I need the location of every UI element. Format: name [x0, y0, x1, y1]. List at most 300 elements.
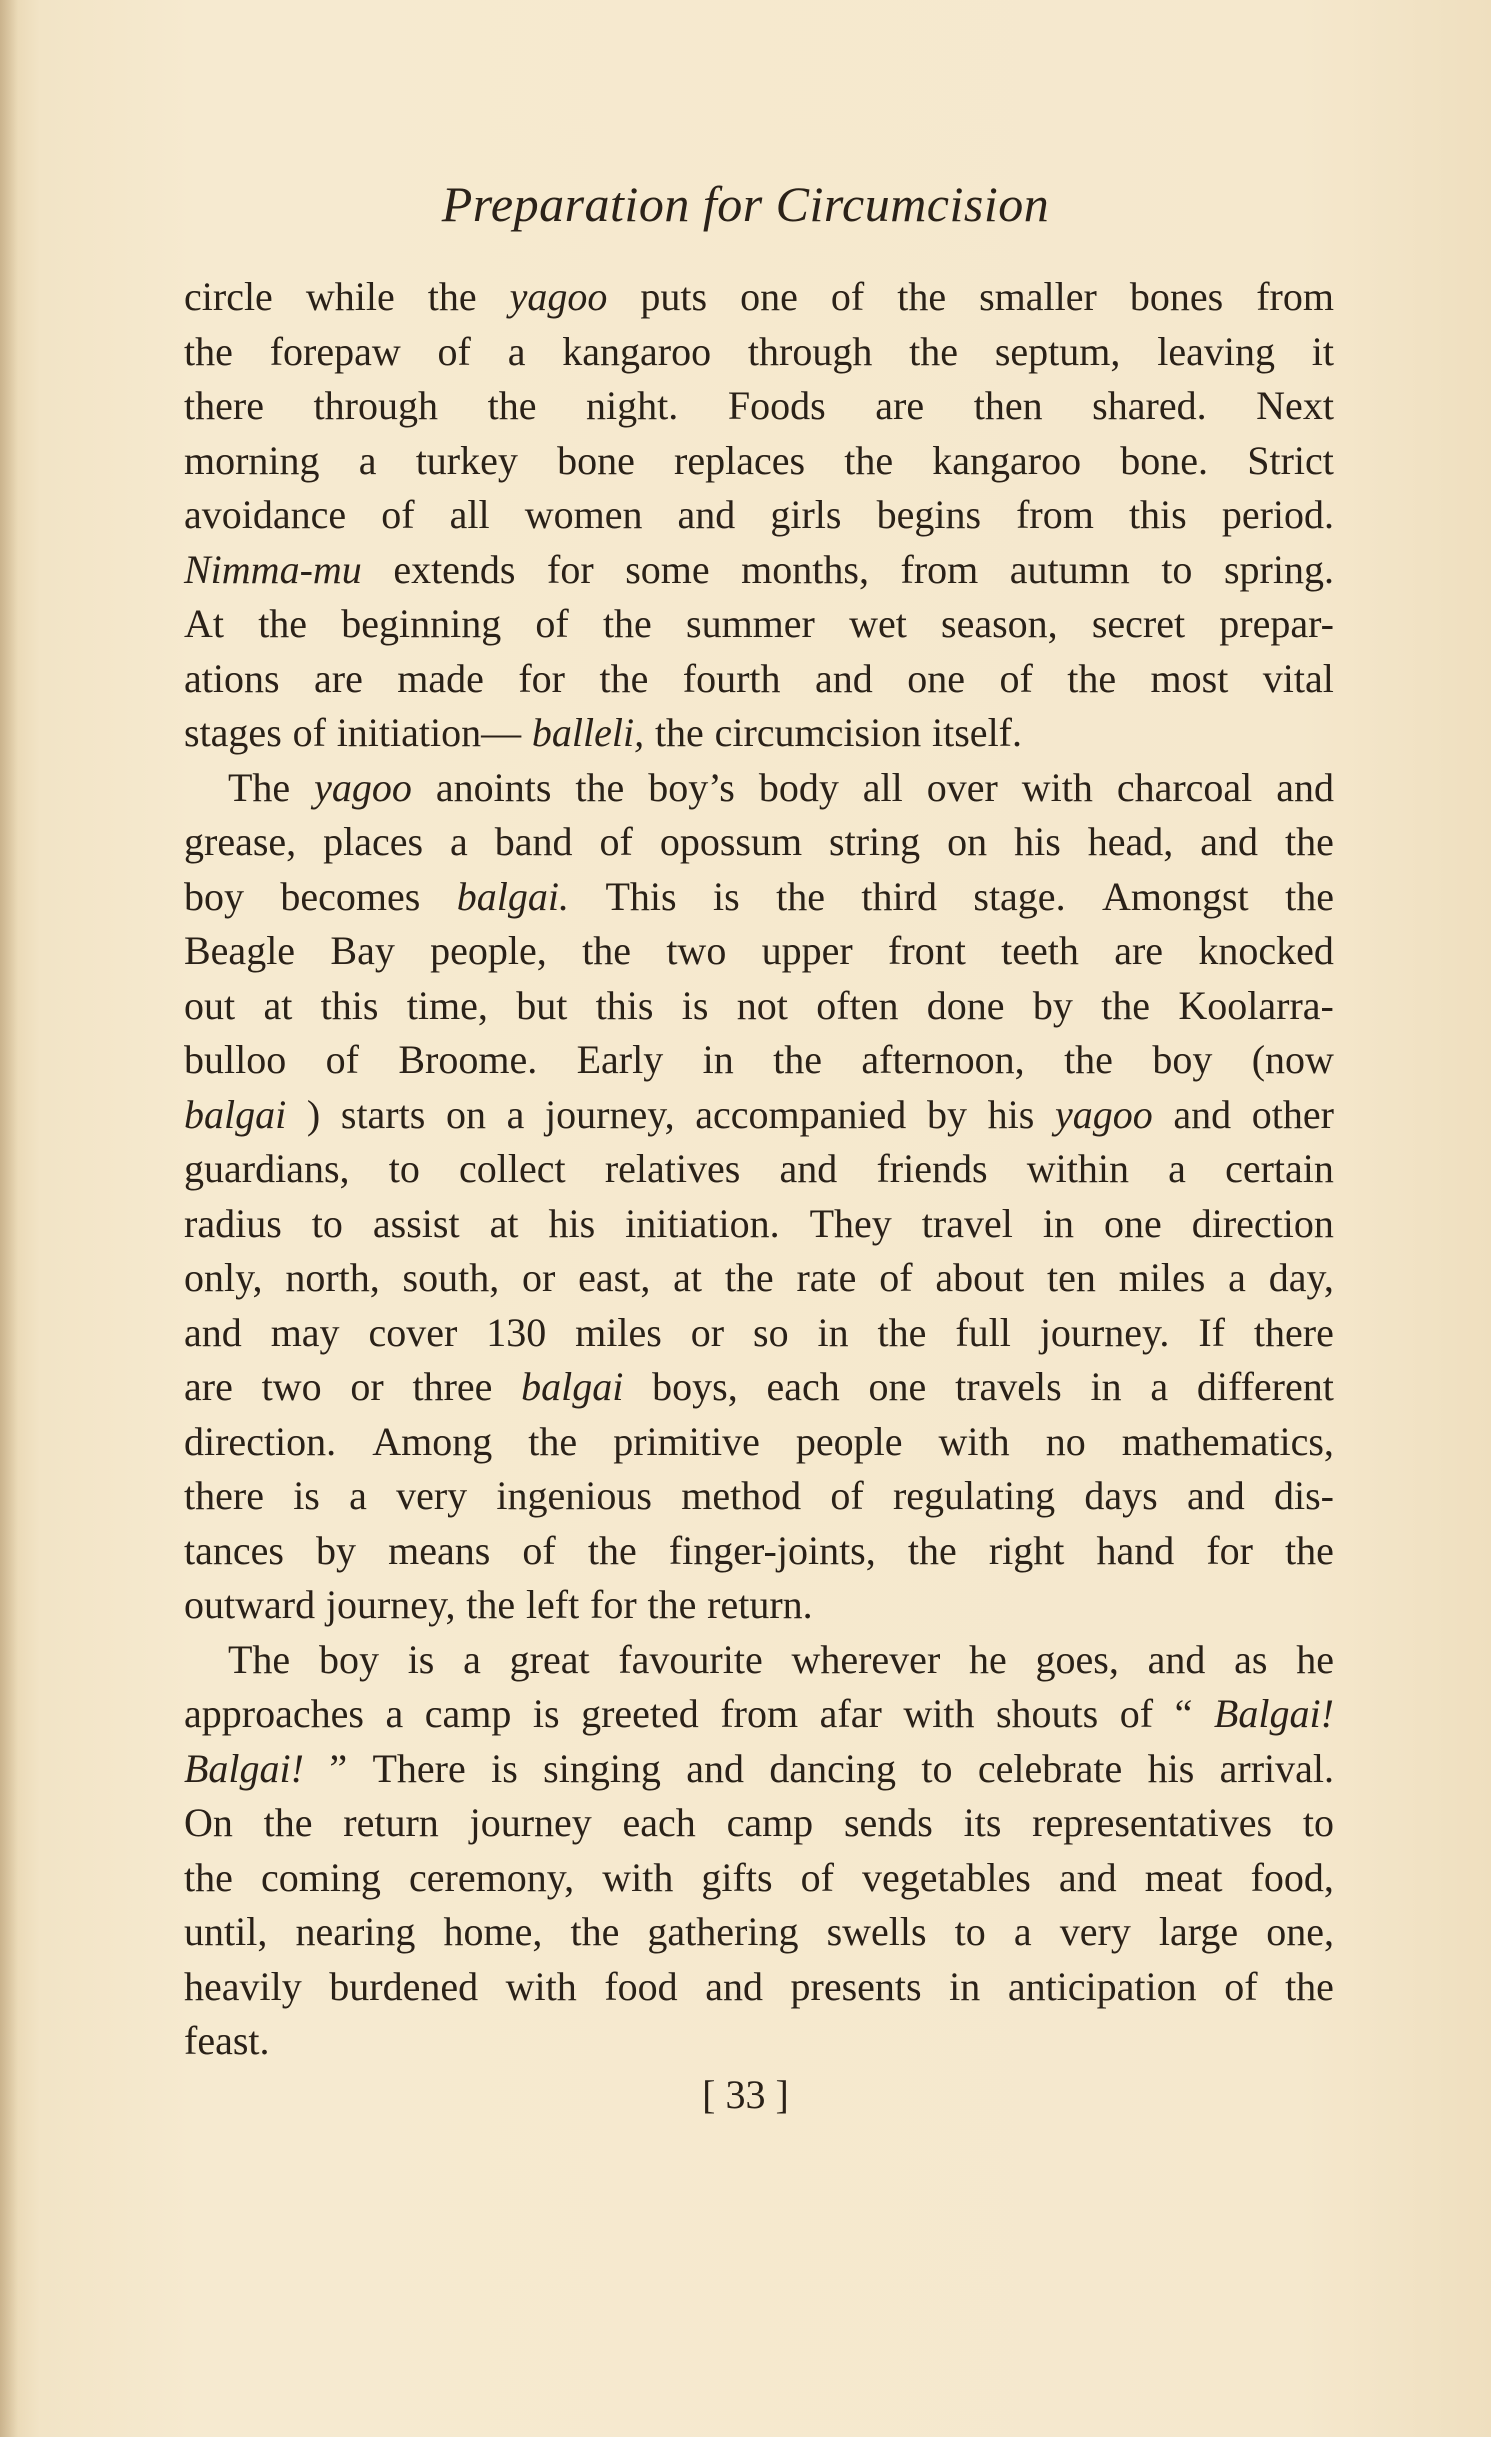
word: journey, [545, 1091, 675, 1137]
word: are [184, 1364, 233, 1409]
word: swells [826, 1909, 927, 1954]
word: in [1090, 1364, 1122, 1409]
word: food [604, 1963, 678, 2009]
text-line [184, 543, 1334, 598]
text-line [184, 1524, 1334, 1579]
word: are [1114, 928, 1164, 973]
word: goes, [1035, 1636, 1119, 1682]
word: boy’s [648, 764, 735, 810]
word: the [1101, 982, 1151, 1028]
word: not [736, 982, 788, 1028]
word: a [463, 1636, 481, 1682]
word: the [582, 928, 631, 973]
word: guardians, [184, 1146, 350, 1191]
word: then [973, 383, 1043, 428]
word: his [1014, 819, 1061, 864]
word: cover [368, 1309, 458, 1355]
word: Amongst [1101, 873, 1249, 919]
word: at [263, 982, 293, 1028]
word: third [861, 873, 937, 919]
word: rate [796, 1255, 857, 1300]
word: itself. [932, 710, 1022, 755]
word: to [954, 1909, 986, 1954]
body-text [184, 270, 1334, 2069]
word: the [184, 328, 233, 374]
word: ten [1047, 1255, 1096, 1300]
text-line [184, 761, 1334, 816]
text-line [184, 870, 1334, 925]
word: travel [921, 1200, 1013, 1246]
word: or [690, 1309, 725, 1355]
word: ” [329, 1745, 348, 1791]
word: this [595, 982, 654, 1028]
word: only, [184, 1255, 263, 1300]
text-line [184, 1088, 1334, 1143]
text-line [184, 270, 1334, 325]
word: all [862, 764, 903, 810]
word: home, [443, 1909, 543, 1954]
word: dancing [769, 1745, 897, 1791]
word: relatives [604, 1146, 741, 1191]
word: (now [1251, 1037, 1334, 1082]
word: the [1284, 819, 1334, 864]
word: accompanied [695, 1091, 907, 1137]
text-line [184, 1033, 1334, 1088]
word: girls [770, 492, 842, 537]
word: to [311, 1200, 343, 1246]
word: women [524, 492, 643, 537]
word: people [795, 1418, 903, 1464]
word: prepar- [1219, 601, 1334, 646]
word: and [184, 1309, 242, 1355]
word: the [909, 328, 959, 374]
word: by [1032, 982, 1073, 1028]
word: a [450, 819, 468, 864]
word: primitive [613, 1418, 760, 1464]
word: The [228, 1636, 291, 1682]
word: balgai [521, 1364, 624, 1409]
word: heavily [184, 1963, 302, 2009]
word: for [1206, 1527, 1253, 1573]
word: arrival. [1219, 1745, 1334, 1791]
word: of [522, 1527, 556, 1573]
word: body [758, 764, 839, 810]
word: one, [1266, 1909, 1334, 1954]
word: so [753, 1309, 789, 1355]
word: and [677, 492, 736, 537]
word: large [1158, 1909, 1239, 1954]
word: of [830, 274, 865, 319]
word: made [397, 655, 484, 701]
word: for [547, 546, 594, 592]
word: people, [430, 928, 547, 973]
word: bone [557, 437, 635, 483]
word: and [1058, 1854, 1117, 1900]
word: very [396, 1473, 468, 1518]
word: teeth [1001, 928, 1079, 973]
word: smaller [979, 274, 1097, 319]
word: direction. [184, 1418, 337, 1464]
word: yagoo [314, 764, 412, 810]
word: favourite [618, 1636, 763, 1682]
word: grease, [184, 819, 297, 864]
text-line [184, 1360, 1334, 1415]
text-line [184, 815, 1334, 870]
word: the [587, 1527, 637, 1573]
word: yagoo [509, 274, 608, 319]
word: of [535, 601, 569, 646]
word: camp [424, 1691, 512, 1736]
word: and [686, 1745, 745, 1791]
word: Koolarra- [1178, 982, 1334, 1028]
word: opossum [659, 819, 803, 864]
word: kangaroo [562, 328, 712, 374]
word: anticipation [1007, 1963, 1197, 2009]
word: “ [1174, 1691, 1193, 1736]
word: friends [876, 1146, 988, 1191]
word: period. [1221, 492, 1334, 537]
word: for [590, 1582, 637, 1627]
word: leaving [1157, 328, 1275, 374]
word: south, [402, 1255, 500, 1300]
word: a [385, 1691, 404, 1736]
word: Early [576, 1037, 664, 1082]
word: ations [184, 655, 280, 701]
word: journey. [1039, 1309, 1170, 1355]
word: the [427, 274, 477, 319]
word: dis- [1273, 1473, 1334, 1518]
text-line [184, 434, 1334, 489]
word: beginning [341, 601, 502, 646]
word: the [654, 710, 704, 755]
word: ingenious [496, 1473, 652, 1518]
word: means [388, 1527, 491, 1573]
word: vegetables [862, 1854, 1031, 1900]
word: from [720, 1691, 799, 1736]
word: of [599, 819, 633, 864]
word: of [292, 710, 326, 755]
word: with [1021, 764, 1093, 810]
word: most [1150, 655, 1229, 701]
word: boy [184, 873, 244, 919]
word: and [779, 1146, 838, 1191]
word: very [1059, 1909, 1131, 1954]
word: is [681, 982, 709, 1028]
word: feast. [184, 2018, 270, 2063]
text-line [184, 1197, 1334, 1252]
word: one [907, 655, 965, 701]
word: representatives [1032, 1800, 1273, 1845]
word: shouts [995, 1691, 1099, 1736]
text-line [184, 2014, 1334, 2069]
word: a [507, 328, 526, 374]
word: left [525, 1582, 580, 1627]
word: gathering [647, 1909, 799, 1954]
text-line [184, 1578, 1334, 1633]
word: method [681, 1473, 802, 1518]
word: at [489, 1200, 519, 1246]
word: of [437, 328, 471, 374]
word: the [1064, 1037, 1113, 1082]
word: sends [843, 1800, 933, 1845]
word: journey [469, 1800, 592, 1845]
word: upper [761, 928, 853, 973]
word: from [1016, 492, 1094, 537]
word: may [270, 1309, 340, 1355]
word: a [1228, 1255, 1246, 1300]
word: avoidance [184, 492, 347, 537]
word: to [921, 1745, 953, 1791]
word: food, [1250, 1854, 1334, 1900]
word: there [184, 383, 264, 428]
word: this [320, 982, 379, 1028]
word: right [988, 1527, 1065, 1573]
word: in [817, 1309, 849, 1355]
word: outward [184, 1582, 316, 1627]
word: 130 [486, 1309, 547, 1355]
word: balleli, [531, 710, 645, 755]
word: are [875, 383, 925, 428]
word: two [261, 1364, 322, 1409]
word: and [1147, 1636, 1206, 1682]
word: one [868, 1364, 927, 1409]
word: no [1045, 1418, 1086, 1464]
word: On [184, 1800, 233, 1845]
word: the [1067, 655, 1117, 701]
word: travels [955, 1364, 1062, 1409]
word: the [1285, 873, 1334, 919]
word: regulating [892, 1473, 1056, 1518]
word: the [528, 1418, 578, 1464]
word: of [800, 1854, 834, 1900]
word: puts [640, 274, 708, 319]
word: meat [1144, 1854, 1223, 1900]
word: Bay [330, 928, 395, 973]
text-line [184, 325, 1334, 380]
word: time, [406, 982, 488, 1028]
word: with [505, 1963, 577, 2009]
word: at [673, 1255, 703, 1300]
word: the [647, 1582, 697, 1627]
word: of [1224, 1963, 1258, 2009]
word: over [926, 764, 998, 810]
word: the [1285, 1527, 1334, 1573]
word: a [1013, 1909, 1032, 1954]
word: boy [1152, 1037, 1213, 1082]
word: by [316, 1527, 357, 1573]
word: with [903, 1691, 975, 1736]
word: his [987, 1091, 1035, 1137]
word: circle [184, 274, 273, 319]
word: of [830, 1473, 864, 1518]
word: places [323, 819, 424, 864]
word: with [602, 1854, 674, 1900]
word: it [1311, 328, 1334, 374]
word: and [1173, 1091, 1232, 1137]
word: there [1253, 1309, 1334, 1355]
word: while [305, 274, 395, 319]
word: full [955, 1309, 1011, 1355]
word: Balgai! [184, 1745, 304, 1791]
word: is [713, 873, 740, 919]
word: or [522, 1255, 556, 1300]
text-line [184, 1251, 1334, 1306]
word: bulloo [184, 1037, 287, 1082]
word: about [935, 1255, 1025, 1300]
word: the [263, 1800, 313, 1845]
word: done [926, 982, 1005, 1028]
word: becomes [280, 873, 421, 919]
word: radius [184, 1200, 282, 1246]
word: presents [790, 1963, 922, 2009]
word: and [1200, 819, 1258, 864]
word: each [622, 1800, 696, 1845]
word: of [879, 1255, 913, 1300]
word: often [816, 982, 899, 1028]
word: finger-joints, [668, 1527, 876, 1573]
word: from [1256, 274, 1334, 319]
word: gifts [701, 1854, 773, 1900]
word: a [1150, 1364, 1169, 1409]
word: and [815, 655, 873, 701]
word: a [1168, 1146, 1186, 1191]
word: autumn [1009, 546, 1130, 592]
word: night. [586, 383, 679, 428]
word: return. [707, 1582, 813, 1627]
word: charcoal [1116, 764, 1253, 810]
word: starts [340, 1091, 426, 1137]
word: within [1026, 1146, 1129, 1191]
word: kangaroo [932, 437, 1082, 483]
word: its [963, 1800, 1002, 1845]
word: direction [1191, 1200, 1334, 1246]
word: on [445, 1091, 486, 1137]
word: and [1276, 764, 1334, 810]
word: circumcision [714, 710, 922, 755]
word: wherever [791, 1636, 941, 1682]
text-line [184, 1469, 1334, 1524]
word: initiation. [625, 1200, 780, 1246]
text-line [184, 979, 1334, 1034]
word: band [494, 819, 573, 864]
word: is [491, 1745, 518, 1791]
word: other [1251, 1091, 1334, 1137]
word: to [1161, 546, 1193, 592]
word: stage. [973, 873, 1066, 919]
word: a [349, 1473, 367, 1518]
word: but [516, 982, 568, 1028]
word: miles [1118, 1255, 1206, 1300]
text-line [184, 1960, 1334, 2015]
word: the [1285, 1963, 1334, 2009]
word: The [228, 764, 291, 810]
word: his [1147, 1745, 1195, 1791]
word: the [487, 383, 537, 428]
word: months, [741, 546, 869, 592]
page-number: [ 33 ] [702, 2072, 789, 2117]
word: Among [372, 1418, 493, 1464]
word: is [532, 1691, 560, 1736]
word: assist [372, 1200, 460, 1246]
word: the [602, 601, 652, 646]
word: miles [575, 1309, 662, 1355]
word: camp [726, 1800, 814, 1845]
text-line [184, 1633, 1334, 1688]
word: Foods [727, 383, 826, 428]
text-line [184, 1142, 1334, 1197]
word: the [575, 764, 625, 810]
word: celebrate [977, 1745, 1123, 1791]
running-head: Preparation for Circumcision [441, 176, 1050, 232]
word: the [776, 873, 825, 919]
word: front [888, 928, 966, 973]
word: At [184, 601, 224, 646]
word: bones [1129, 274, 1224, 319]
text-line [184, 1905, 1334, 1960]
word: the [184, 1854, 233, 1900]
word: string [829, 819, 921, 864]
word: season, [941, 601, 1058, 646]
word: shared. [1092, 383, 1207, 428]
word: of [999, 655, 1033, 701]
text-line [184, 1851, 1334, 1906]
text-line [184, 1687, 1334, 1742]
text-line [184, 1415, 1334, 1470]
word: he [1296, 1636, 1334, 1682]
word: extends [393, 546, 516, 592]
word: approaches [184, 1691, 364, 1736]
word: in [1042, 1200, 1074, 1246]
word: he [969, 1636, 1007, 1682]
text-line [184, 1306, 1334, 1361]
word: in [702, 1037, 734, 1082]
word: through [747, 328, 873, 374]
word: the [907, 1527, 957, 1573]
word: singing [543, 1745, 661, 1791]
word: one [1103, 1200, 1162, 1246]
word: of [325, 1037, 359, 1082]
word: is [293, 1473, 320, 1518]
word: day, [1268, 1255, 1334, 1300]
word: wet [849, 601, 907, 646]
word: initiation— [336, 710, 522, 755]
word: this [1128, 492, 1187, 537]
word: afternoon, [861, 1037, 1025, 1082]
word: by [926, 1091, 967, 1137]
word: yagoo [1054, 1091, 1153, 1137]
word: mathematics, [1121, 1418, 1334, 1464]
word: days [1084, 1473, 1158, 1518]
word: hand [1096, 1527, 1175, 1573]
text-line [184, 1796, 1334, 1851]
word: knocked [1198, 928, 1334, 973]
word: for [518, 655, 565, 701]
word: Strict [1247, 437, 1334, 483]
word: balgai [184, 1091, 287, 1137]
word: ) [306, 1091, 321, 1137]
word: bone. [1120, 437, 1209, 483]
word: in [949, 1963, 981, 2009]
word: to [388, 1146, 420, 1191]
word: with [938, 1418, 1010, 1464]
text-line [184, 597, 1334, 652]
word: There [372, 1745, 466, 1791]
word: the [570, 1909, 620, 1954]
text-line [184, 924, 1334, 979]
word: nearing [295, 1909, 416, 1954]
word: forepaw [269, 328, 401, 374]
text-line [184, 652, 1334, 707]
